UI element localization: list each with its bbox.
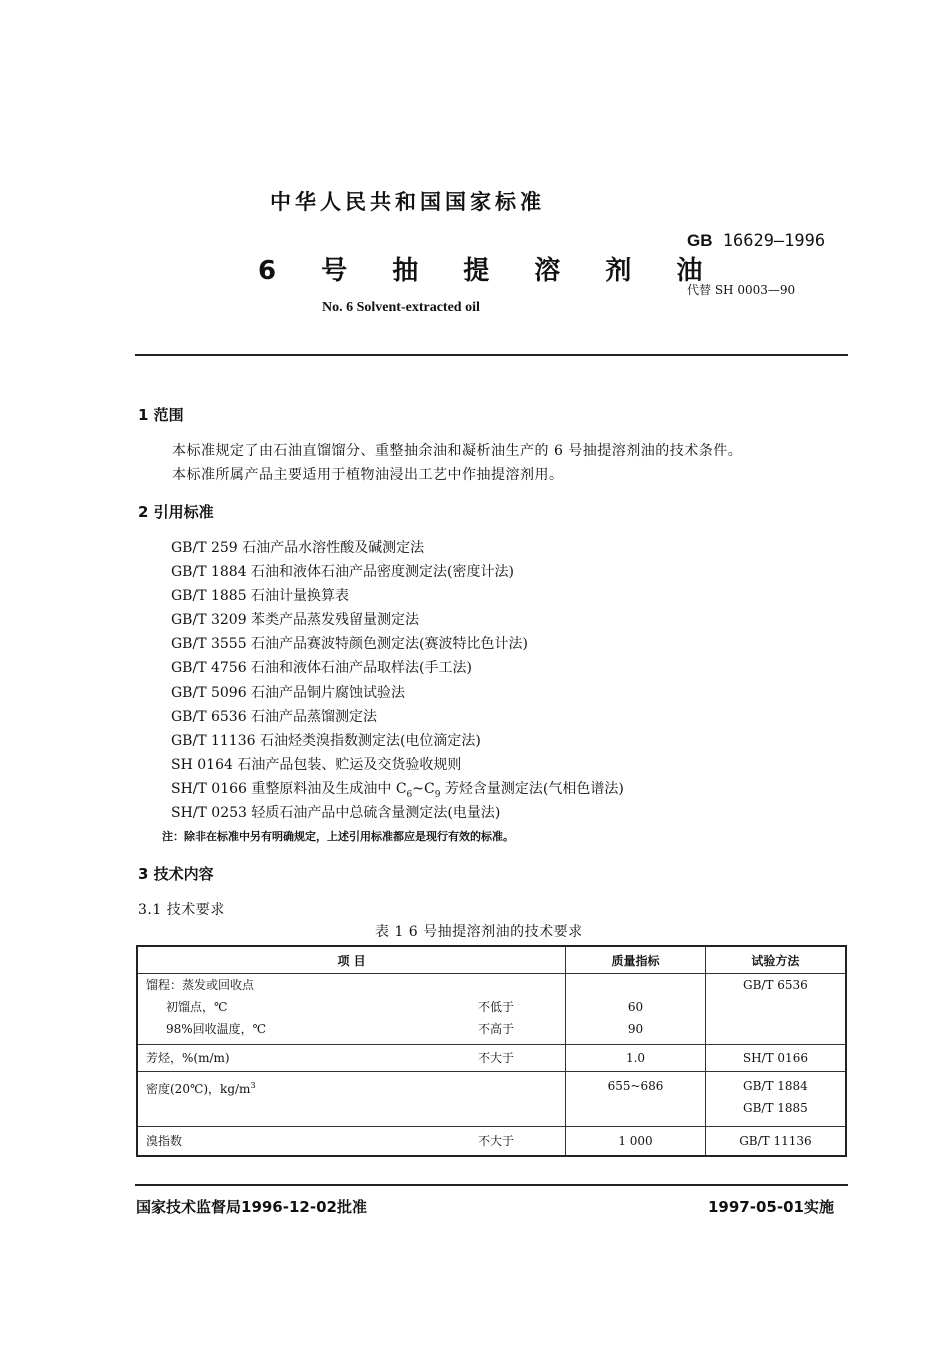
table-row <box>137 1045 846 1072</box>
replaces-note: 代替 SH 0003—90 <box>687 283 796 297</box>
item-sublabel: 初馏点，℃ 不低于 <box>166 1000 515 1014</box>
method-cell: GB/T 1884 GB/T 1885 <box>705 1072 846 1127</box>
item-sublabel: 98%回收温度，℃ 不高于 <box>166 1022 515 1036</box>
table-row <box>137 1072 846 1127</box>
reference-item: SH/T 0166 重整原料油及生成油中 $C_6\sim C_9$ 芳烃含量测定法(气相色谱法) <box>171 781 624 800</box>
table-header-row <box>137 946 846 974</box>
table-row <box>137 1127 846 1157</box>
table-caption: 表 1 6 号抽提溶剂油的技术要求 <box>375 924 583 940</box>
reference-item: GB/T 1884 石油和液体石油产品密度测定法(密度计法) <box>171 564 514 580</box>
reference-item: GB/T 11136 石油烃类溴指数测定法(电位滴定法) <box>171 733 481 749</box>
method-cell: GB/T 11136 <box>705 1127 846 1157</box>
reference-item: GB/T 5096 石油产品铜片腐蚀试验法 <box>171 685 406 701</box>
header-quality: 质量指标 <box>566 946 706 974</box>
reference-item: SH/T 0253 轻质石油产品中总硫含量测定法(电量法) <box>171 805 501 821</box>
reference-item: GB/T 3209 苯类产品蒸发残留量测定法 <box>171 612 420 628</box>
quality-cell: 60 90 <box>566 974 706 1045</box>
reference-note: 注：除非在标准中另有明确规定，上述引用标准都应是现行有效的标准。 <box>162 830 514 843</box>
item-cell: 溴指数 不大于 <box>137 1127 566 1157</box>
standard-code: GB 16629—1996 <box>687 231 826 251</box>
section-3-title: 3 技术内容 <box>138 865 214 883</box>
reference-item: GB/T 259 石油产品水溶性酸及碱测定法 <box>171 540 425 556</box>
section-1-title: 1 范围 <box>138 406 184 424</box>
method-cell: GB/T 6536 <box>705 974 846 1045</box>
reference-item: GB/T 3555 石油产品赛波特颜色测定法(赛波特比色计法) <box>171 636 528 652</box>
approval-date: 国家技术监督局1996-12-02批准 <box>136 1198 367 1216</box>
method-cell: SH/T 0166 <box>705 1045 846 1072</box>
document-title-en: No. 6 Solvent-extracted oil <box>322 300 480 315</box>
header-method: 试验方法 <box>705 946 846 974</box>
reference-item: SH 0164 石油产品包装、贮运及交货验收规则 <box>171 757 462 773</box>
section-1-para-2: 本标准所属产品主要适用于植物油浸出工艺中作抽提溶剂用。 <box>172 467 564 483</box>
document-title: 6 号 抽 提 溶 剂 油 <box>258 256 721 286</box>
quality-cell: 1.0 <box>566 1045 706 1072</box>
footer-rule <box>135 1184 848 1186</box>
item-cell: 芳烃，%(m/m) 不大于 <box>137 1045 566 1072</box>
section-1-para-1: 本标准规定了由石油直馏馏分、重整抽余油和凝析油生产的 6 号抽提溶剂油的技术条件。 <box>172 443 743 459</box>
quality-cell: 655~686 <box>566 1072 706 1127</box>
item-label: 馏程：蒸发或回收点 <box>146 978 255 992</box>
header-rule <box>135 354 848 356</box>
spec-table <box>136 945 847 1157</box>
reference-item: GB/T 6536 石油产品蒸馏测定法 <box>171 709 378 725</box>
header-item: 项 目 <box>137 946 566 974</box>
implementation-date: 1997-05-01实施 <box>708 1198 834 1216</box>
item-cell <box>137 974 566 1045</box>
reference-item: GB/T 1885 石油计量换算表 <box>171 588 350 604</box>
section-3-1-title: 3.1 技术要求 <box>138 902 225 918</box>
table-row <box>137 974 846 1045</box>
quality-cell: 1 000 <box>566 1127 706 1157</box>
section-2-title: 2 引用标准 <box>138 503 214 521</box>
reference-item: GB/T 4756 石油和液体石油产品取样法(手工法) <box>171 660 472 676</box>
standard-org: 中华人民共和国国家标准 <box>270 190 545 214</box>
item-cell: 密度(20℃)，$kg/m^3$ <box>137 1072 566 1127</box>
